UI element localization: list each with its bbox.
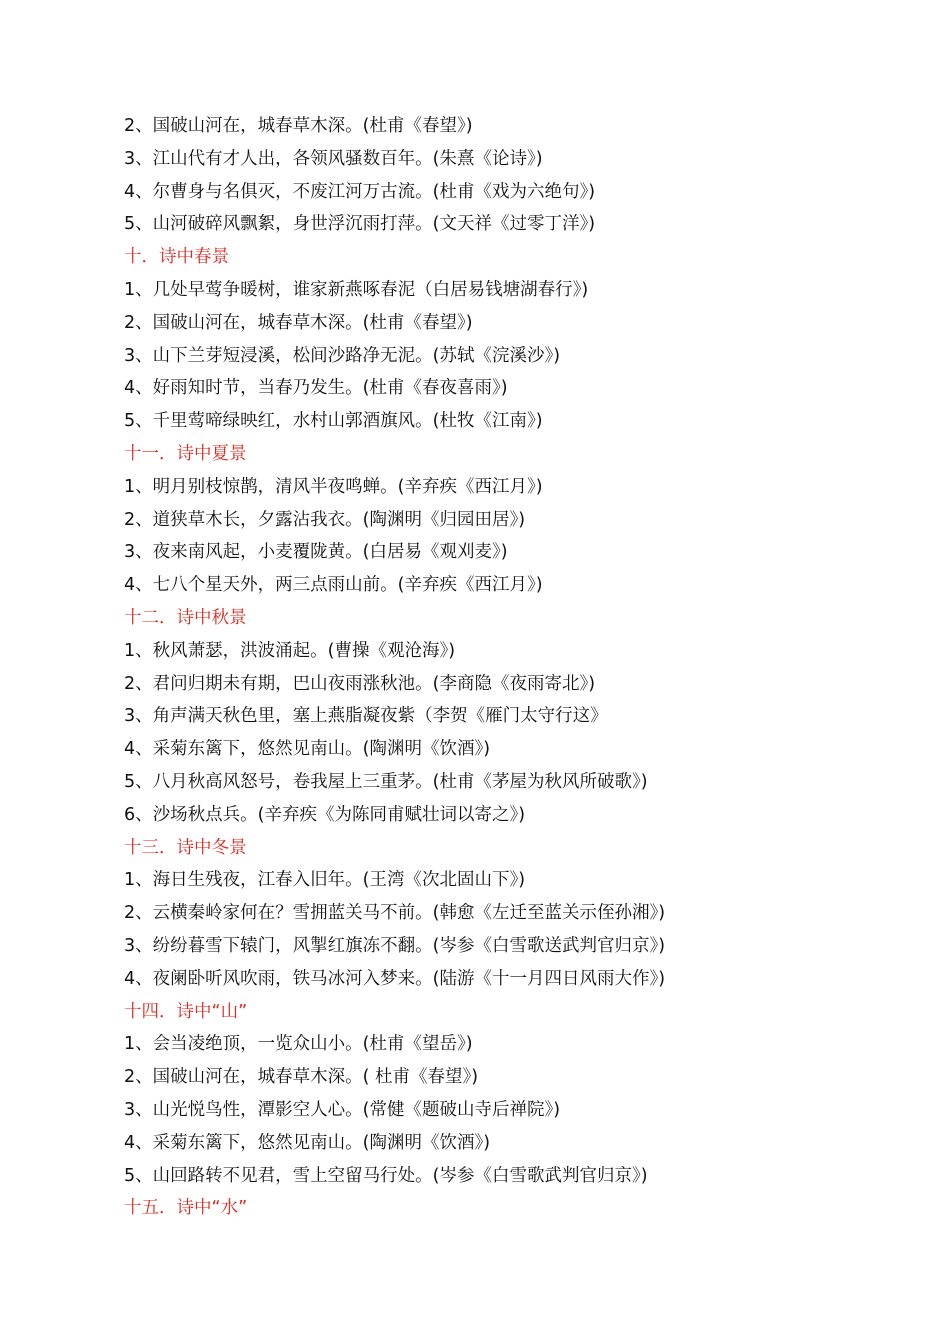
section-heading: 十四．诗中“山” — [124, 1001, 248, 1022]
poem-line: 3、江山代有才人出，各领风骚数百年。(朱熹《论诗》) — [124, 148, 543, 169]
poem-line: 3、山光悦鸟性，潭影空人心。(常健《题破山寺后禅院》) — [124, 1099, 561, 1120]
poem-line: 6、沙场秋点兵。(辛弃疾《为陈同甫赋壮词以寄之》) — [124, 804, 526, 825]
section-heading: 十五．诗中“水” — [124, 1198, 248, 1219]
poem-line: 5、千里莺啼绿映红，水村山郭酒旗风。(杜牧《江南》) — [124, 411, 543, 432]
poem-line: 4、尔曹身与名俱灭，不废江河万古流。(杜甫《戏为六绝句》) — [124, 181, 596, 202]
section-heading: 十．诗中春景 — [124, 247, 229, 268]
poem-line: 5、八月秋高风怒号，卷我屋上三重茅。(杜甫《茅屋为秋风所破歌》) — [124, 771, 648, 792]
poem-line: 2、国破山河在，城春草木深。(杜甫《春望》) — [124, 116, 473, 136]
poem-line: 4、好雨知时节，当春乃发生。(杜甫《春夜喜雨》) — [124, 378, 508, 399]
poem-line: 1、明月别枝惊鹊，清风半夜鸣蝉。(辛弃疾《西江月》) — [124, 476, 543, 497]
poem-line: 1、会当凌绝顶，一览众山小。(杜甫《望岳》) — [124, 1034, 473, 1055]
poem-line: 3、山下兰芽短浸溪，松间沙路净无泥。(苏轼《浣溪沙》) — [124, 345, 561, 366]
poem-line: 3、纷纷暮雪下辕门，风掣红旗冻不翻。(岑参《白雪歌送武判官归京》) — [124, 935, 666, 956]
poem-line: 2、国破山河在，城春草木深。( 杜甫《春望》) — [124, 1067, 479, 1088]
poem-line: 3、角声满天秋色里，塞上燕脂凝夜紫（李贺《雁门太守行这》 — [124, 706, 608, 727]
poem-line: 2、道狭草木长，夕露沾我衣。(陶渊明《归园田居》) — [124, 509, 526, 530]
poem-line: 5、山河破碎风飘絮，身世浮沉雨打萍。(文天祥《过零丁洋》) — [124, 214, 596, 235]
poem-line: 5、山回路转不见君，雪上空留马行处。(岑参《白雪歌武判官归京》) — [124, 1165, 648, 1186]
poem-line: 4、夜阑卧听风吹雨，铁马冰河入梦来。(陆游《十一月四日风雨大作》) — [124, 968, 666, 989]
poem-line: 2、云横秦岭家何在？雪拥蓝关马不前。(韩愈《左迁至蓝关示侄孙湘》) — [124, 903, 666, 924]
poem-line: 1、秋风萧瑟，洪波涌起。(曹操《观沧海》) — [124, 640, 456, 661]
poem-list — [124, 110, 914, 1225]
poem-line: 2、君问归期未有期，巴山夜雨涨秋池。(李商隐《夜雨寄北》) — [124, 673, 596, 694]
section-heading: 十二．诗中秋景 — [124, 607, 247, 628]
poem-line: 2、国破山河在，城春草木深。(杜甫《春望》) — [124, 312, 473, 333]
section-heading: 十三．诗中冬景 — [124, 837, 247, 858]
poem-line: 4、七八个星天外，两三点雨山前。(辛弃疾《西江月》) — [124, 575, 543, 596]
poem-line: 1、几处早莺争暖树，谁家新燕啄春泥（白居易钱塘湖春行》) — [124, 279, 589, 300]
poem-line: 4、采菊东篱下，悠然见南山。(陶渊明《饮酒》) — [124, 1132, 491, 1153]
poem-line: 3、夜来南风起，小麦覆陇黄。(白居易《观刈麦》) — [124, 542, 508, 563]
poem-line: 1、海日生残夜，江春入旧年。(王湾《次北固山下》) — [124, 870, 526, 891]
poem-line: 4、采菊东篱下，悠然见南山。(陶渊明《饮酒》) — [124, 739, 491, 760]
section-heading: 十一．诗中夏景 — [124, 443, 247, 464]
